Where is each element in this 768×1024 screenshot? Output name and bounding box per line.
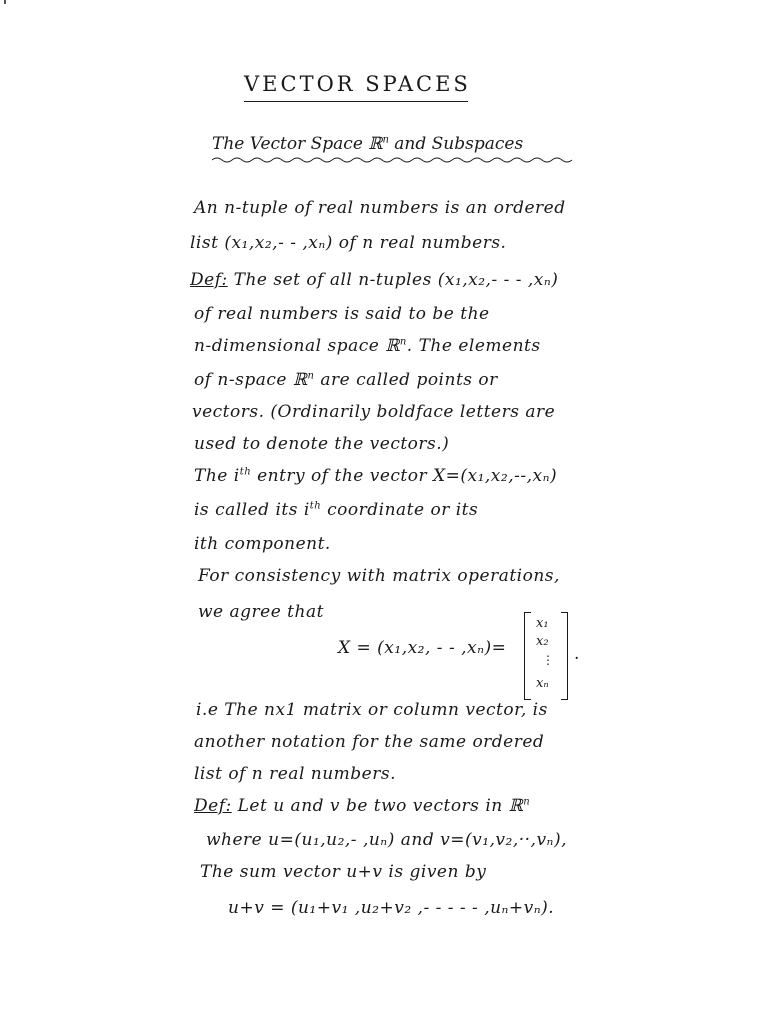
def-label-2: Def: [194,796,232,816]
matrix-left-bracket [524,612,531,700]
column-vector-matrix [524,612,568,698]
subtitle-wavy-underline [212,156,574,164]
subtitle-suffix: and Subspaces [388,134,524,154]
line-5-a: n-dimensional space ℝ [194,336,400,356]
page-title: VECTOR SPACES [244,72,471,96]
line-5-b: . The elements [406,336,541,356]
title-underline [244,101,468,102]
line-10-b: coordinate or its [321,500,479,520]
text-line-13: we agree that [198,602,324,622]
line-5-sup: n [399,336,407,348]
matrix-period: . [574,644,580,664]
matrix-entry-2: x₂ [536,634,549,649]
matrix-right-bracket [561,612,568,700]
def-label-1: Def: [190,270,228,290]
def-1-text: The set of all n-tuples (x₁,x₂,- - - ,xₙ) [227,270,559,290]
matrix-entry-1: x₁ [536,616,549,631]
line-10-sup: th [309,500,322,512]
def-2-text: Let u and v be two vectors in ℝ [231,796,524,816]
text-line-17 [194,796,530,816]
text-line-8: used to denote the vectors.) [194,434,450,454]
text-line-3 [190,270,558,290]
text-line-11: ith component. [194,534,331,554]
line-17-sup: n [523,796,531,808]
line-9-b: entry of the vector X=(x₁,x₂,--,xₙ) [251,466,558,486]
text-line-1: An n-tuple of real numbers is an ordered [194,198,566,218]
line-9-a: The i [194,466,240,486]
text-line-12: For consistency with matrix operations, [198,566,560,586]
line-9-sup: th [239,466,252,478]
section-subtitle [212,134,523,154]
matrix-dots: ⋮ [542,653,554,667]
text-line-7: vectors. (Ordinarily boldface letters are [192,402,556,422]
text-line-14: i.e The nx1 matrix or column vector, is [196,700,548,720]
equation-x-tuple: X = (x₁,x₂, - - ,xₙ)= [338,638,507,658]
subtitle-superscript: n [382,134,389,146]
text-line-9 [194,466,557,486]
text-line-6 [194,370,498,390]
subtitle-prefix: The Vector Space ℝ [212,134,383,154]
text-line-5 [194,336,541,356]
line-6-a: of n-space ℝ [194,370,308,390]
line-6-b: are called points or [314,370,498,390]
line-6-sup: n [307,370,315,382]
line-10-a: is called its i [194,500,310,520]
text-line-16: list of n real numbers. [194,764,396,784]
text-line-10 [194,500,478,520]
text-line-15: another notation for the same ordered [194,732,545,752]
text-line-19: The sum vector u+v is given by [200,862,487,882]
corner-mark [4,0,6,4]
text-line-4: of real numbers is said to be the [194,304,490,324]
text-line-2: list (x₁,x₂,- - ,xₙ) of n real numbers. [190,233,507,253]
text-line-18: where u=(u₁,u₂,- ,uₙ) and v=(v₁,v₂,··,vₙ), [206,830,567,850]
equation-sum-vector: u+v = (u₁+v₁ ,u₂+v₂ ,- - - - - ,uₙ+vₙ). [228,898,555,918]
matrix-entry-n: xₙ [536,676,549,691]
